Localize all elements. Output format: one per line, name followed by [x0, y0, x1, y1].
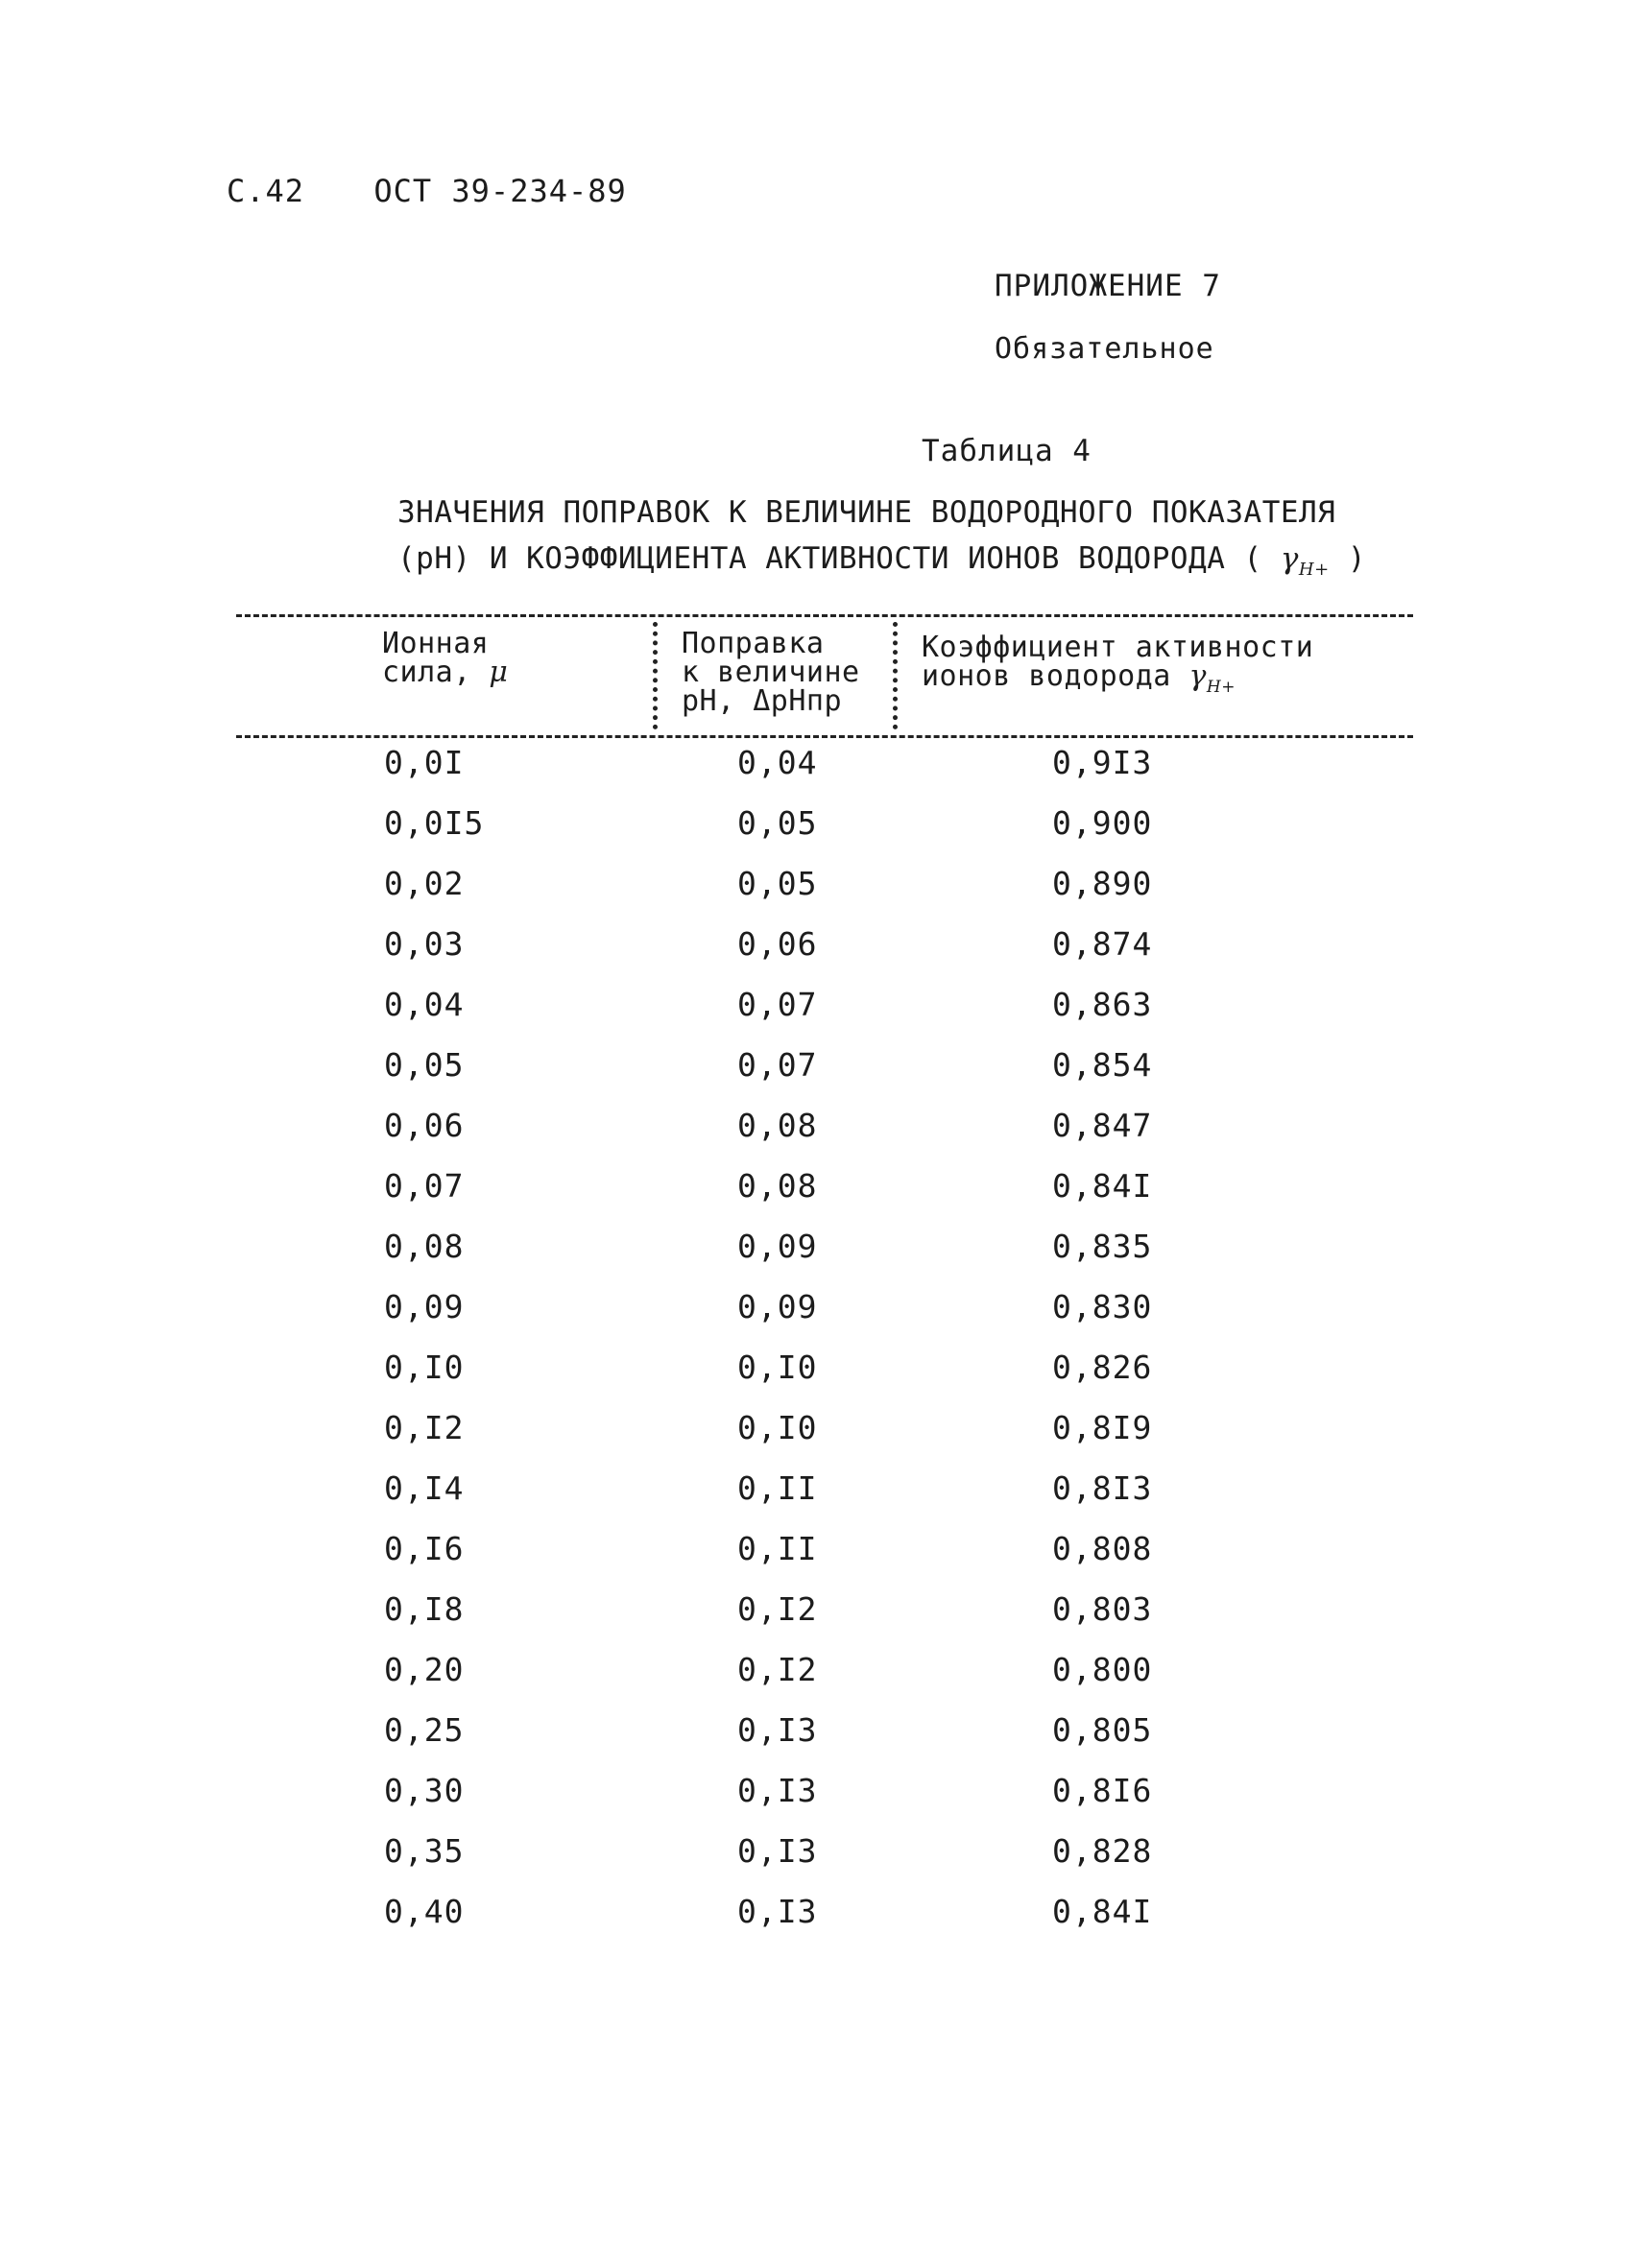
table-row — [0, 1651, 1632, 1711]
gamma-subscript: H+ — [1298, 560, 1330, 581]
activity-coefficient-cell: 0,808 — [1052, 1530, 1153, 1567]
ionic-strength-cell: 0,I2 — [384, 1409, 465, 1446]
table-row — [0, 1711, 1632, 1772]
header-col3-line2 — [922, 659, 1313, 702]
ionic-strength-cell: 0,I6 — [384, 1530, 465, 1567]
header-col2-line2: к величине — [682, 656, 860, 689]
gamma-letter-header: γ — [1188, 659, 1207, 693]
header-col1-text: сила, — [382, 656, 471, 689]
header-col3-line1: Коэффициент активности — [922, 631, 1314, 664]
ionic-strength-cell: 0,03 — [384, 925, 465, 963]
ionic-strength-cell: 0,20 — [384, 1651, 465, 1688]
table-row — [0, 865, 1632, 925]
activity-coefficient-cell: 0,828 — [1052, 1832, 1153, 1870]
ionic-strength-cell: 0,0I — [384, 744, 465, 781]
activity-coefficient-cell: 0,874 — [1052, 925, 1153, 963]
table-header-bottom-rule — [236, 735, 1413, 738]
table-row — [0, 1349, 1632, 1409]
activity-coefficient-cell: 0,847 — [1052, 1107, 1153, 1144]
ph-correction-cell: 0,II — [737, 1530, 818, 1567]
ph-correction-cell: 0,08 — [737, 1167, 818, 1205]
table-row — [0, 1167, 1632, 1228]
ionic-strength-cell: 0,06 — [384, 1107, 465, 1144]
table-row — [0, 804, 1632, 865]
activity-coefficient-cell: 0,835 — [1052, 1228, 1153, 1265]
gamma-symbol — [1280, 541, 1330, 581]
activity-coefficient-cell: 0,863 — [1052, 986, 1153, 1023]
activity-coefficient-cell: 0,9I3 — [1052, 744, 1153, 781]
ph-correction-cell: 0,08 — [737, 1107, 818, 1144]
activity-coefficient-cell: 0,84I — [1052, 1167, 1153, 1205]
ph-correction-cell: 0,07 — [737, 1046, 818, 1084]
ph-correction-cell: 0,05 — [737, 865, 818, 902]
activity-coefficient-cell: 0,830 — [1052, 1288, 1153, 1325]
ionic-strength-cell: 0,30 — [384, 1772, 465, 1809]
table-label: Таблица 4 — [922, 434, 1092, 468]
ph-correction-cell: 0,I2 — [737, 1590, 818, 1628]
gamma-symbol-header — [1188, 659, 1236, 697]
table-row — [0, 1832, 1632, 1893]
column-separator-2 — [893, 622, 898, 729]
table-top-rule — [236, 614, 1413, 617]
table-row — [0, 1409, 1632, 1469]
table-title-line2-text: (рН) И КОЭФФИЦИЕНТА АКТИВНОСТИ ИОНОВ ВОДОРОДА ( — [397, 541, 1262, 576]
table-row — [0, 1107, 1632, 1167]
ionic-strength-cell: 0,09 — [384, 1288, 465, 1325]
header-col3-text: ионов водорода — [922, 659, 1171, 693]
ionic-strength-cell: 0,I8 — [384, 1590, 465, 1628]
header-ionic-strength — [382, 627, 509, 689]
mu-symbol: μ — [489, 656, 509, 689]
ionic-strength-cell: 0,I0 — [384, 1349, 465, 1386]
page-number: С.42 — [227, 173, 305, 209]
header-activity-coefficient — [922, 633, 1313, 702]
table-title — [397, 489, 1415, 593]
table-title-line2-close: ) — [1347, 541, 1367, 576]
activity-coefficient-cell: 0,800 — [1052, 1651, 1153, 1688]
header-col2-line3: рН, ΔрНпр — [682, 684, 843, 718]
ionic-strength-cell: 0,05 — [384, 1046, 465, 1084]
activity-coefficient-cell: 0,826 — [1052, 1349, 1153, 1386]
table-row — [0, 925, 1632, 986]
ph-correction-cell: 0,06 — [737, 925, 818, 963]
table-title-line2 — [397, 536, 1415, 593]
table-row — [0, 1046, 1632, 1107]
appendix-title: ПРИЛОЖЕНИЕ 7 — [995, 269, 1221, 303]
table-row — [0, 1228, 1632, 1288]
ionic-strength-cell: 0,40 — [384, 1893, 465, 1930]
ph-correction-cell: 0,I3 — [737, 1711, 818, 1749]
table-row — [0, 744, 1632, 804]
activity-coefficient-cell: 0,8I6 — [1052, 1772, 1153, 1809]
ionic-strength-cell: 0,02 — [384, 865, 465, 902]
ionic-strength-cell: 0,I4 — [384, 1469, 465, 1507]
table-row — [0, 1893, 1632, 1953]
ph-correction-cell: 0,04 — [737, 744, 818, 781]
activity-coefficient-cell: 0,805 — [1052, 1711, 1153, 1749]
table-body — [0, 744, 1632, 1953]
ph-correction-cell: 0,07 — [737, 986, 818, 1023]
ph-correction-cell: 0,I0 — [737, 1349, 818, 1386]
ionic-strength-cell: 0,08 — [384, 1228, 465, 1265]
activity-coefficient-cell: 0,84I — [1052, 1893, 1153, 1930]
ph-correction-cell: 0,I3 — [737, 1832, 818, 1870]
table-row — [0, 986, 1632, 1046]
ionic-strength-cell: 0,35 — [384, 1832, 465, 1870]
header-col2-line1: Поправка — [682, 627, 825, 660]
header-col1-line1: Ионная — [382, 627, 490, 660]
ph-correction-cell: 0,I3 — [737, 1893, 818, 1930]
activity-coefficient-cell: 0,8I3 — [1052, 1469, 1153, 1507]
column-separator-1 — [653, 622, 658, 729]
ph-correction-cell: 0,I0 — [737, 1409, 818, 1446]
table-title-line1: ЗНАЧЕНИЯ ПОПРАВОК К ВЕЛИЧИНЕ ВОДОРОДНОГО ПОКАЗАТЕЛЯ — [397, 495, 1336, 530]
ph-correction-cell: 0,I3 — [737, 1772, 818, 1809]
gamma-letter: γ — [1280, 541, 1299, 576]
table-row — [0, 1590, 1632, 1651]
ph-correction-cell: 0,I2 — [737, 1651, 818, 1688]
page-header — [227, 173, 627, 209]
appendix-status: Обязательное — [995, 332, 1214, 366]
table-row — [0, 1288, 1632, 1349]
ph-correction-cell: 0,09 — [737, 1288, 818, 1325]
document-code: ОСТ 39-234-89 — [373, 173, 627, 209]
table-row — [0, 1530, 1632, 1590]
gamma-subscript-header: H+ — [1206, 678, 1236, 697]
activity-coefficient-cell: 0,854 — [1052, 1046, 1153, 1084]
ionic-strength-cell: 0,04 — [384, 986, 465, 1023]
ph-correction-cell: 0,05 — [737, 804, 818, 842]
table-row — [0, 1469, 1632, 1530]
ionic-strength-cell: 0,25 — [384, 1711, 465, 1749]
activity-coefficient-cell: 0,803 — [1052, 1590, 1153, 1628]
header-ph-correction — [682, 627, 860, 718]
header-col1-line2 — [382, 658, 508, 687]
ph-correction-cell: 0,II — [737, 1469, 818, 1507]
ionic-strength-cell: 0,07 — [384, 1167, 465, 1205]
table-row — [0, 1772, 1632, 1832]
activity-coefficient-cell: 0,8I9 — [1052, 1409, 1153, 1446]
activity-coefficient-cell: 0,890 — [1052, 865, 1153, 902]
ionic-strength-cell: 0,0I5 — [384, 804, 485, 842]
ph-correction-cell: 0,09 — [737, 1228, 818, 1265]
activity-coefficient-cell: 0,900 — [1052, 804, 1153, 842]
